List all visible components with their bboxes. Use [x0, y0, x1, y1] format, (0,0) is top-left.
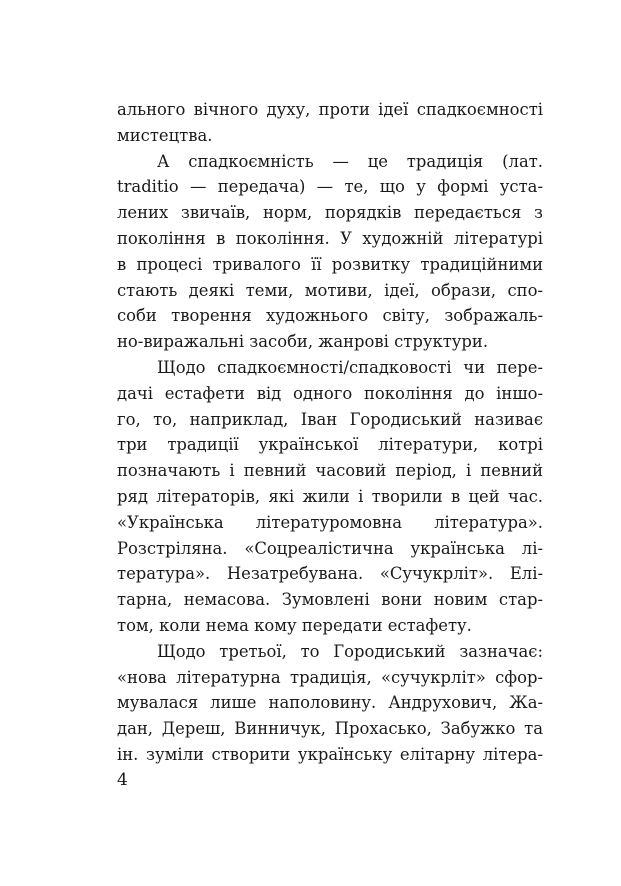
text-line: том, коли нема кому передати естафету. — [117, 615, 472, 635]
text-line: го, то, наприклад, Іван Городиський називає — [117, 409, 543, 429]
text-line: тарна, немасова. Зумовлені вони новим стар- — [117, 590, 543, 610]
text-line: мувалася лише наполовину. Андрухович, Жа- — [117, 693, 543, 713]
text-line: позначають і певний часовий період, і певний — [117, 461, 543, 481]
body-text — [117, 97, 543, 768]
text-line: дачі естафети від одного покоління до іншо- — [117, 383, 543, 403]
text-line: Розстріляна. «Соцреалістична українська лі- — [117, 538, 543, 558]
text-line: мистецтва. — [117, 125, 213, 145]
text-line: дан, Дереш, Винничук, Прохасько, Забужко та — [117, 719, 543, 739]
text-line: в процесі тривалого її розвитку традиційними — [117, 254, 543, 274]
text-line: лених звичаїв, норм, порядків передається з — [117, 203, 543, 223]
text-line: стають деякі теми, мотиви, ідеї, образи, спо- — [117, 280, 543, 300]
text-line: тература». Незатребувана. «Сучукрліт». Елі- — [117, 564, 543, 584]
text-line: Щодо третьої, то Городиський зазначає: — [157, 641, 543, 661]
text-line: Щодо спадкоємності/спадковості чи пере- — [157, 357, 543, 377]
text-line: три традиції української літератури, котрі — [117, 435, 543, 455]
text-line: А спадкоємність — це традиція (лат. — [157, 151, 543, 171]
text-line: ін. зуміли створити українську елітарну літера- — [117, 744, 543, 764]
text-line: соби творення художнього світу, зображаль- — [117, 306, 543, 326]
text-line: «Українська літературомовна література». — [117, 512, 543, 532]
text-line: но-виражальні засоби, жанрові структури. — [117, 332, 489, 352]
text-line: «нова літературна традиція, «сучукрліт» сфор- — [117, 667, 543, 687]
text-line: ряд літераторів, які жили і творили в цей час. — [117, 486, 543, 506]
page-number: 4 — [117, 770, 128, 790]
text-line: traditio — передача) — те, що у формі уста- — [117, 177, 543, 197]
text-line: ального вічного духу, проти ідеї спадкоємності — [117, 100, 543, 119]
text-line: покоління в покоління. У художній літературі — [117, 228, 543, 248]
